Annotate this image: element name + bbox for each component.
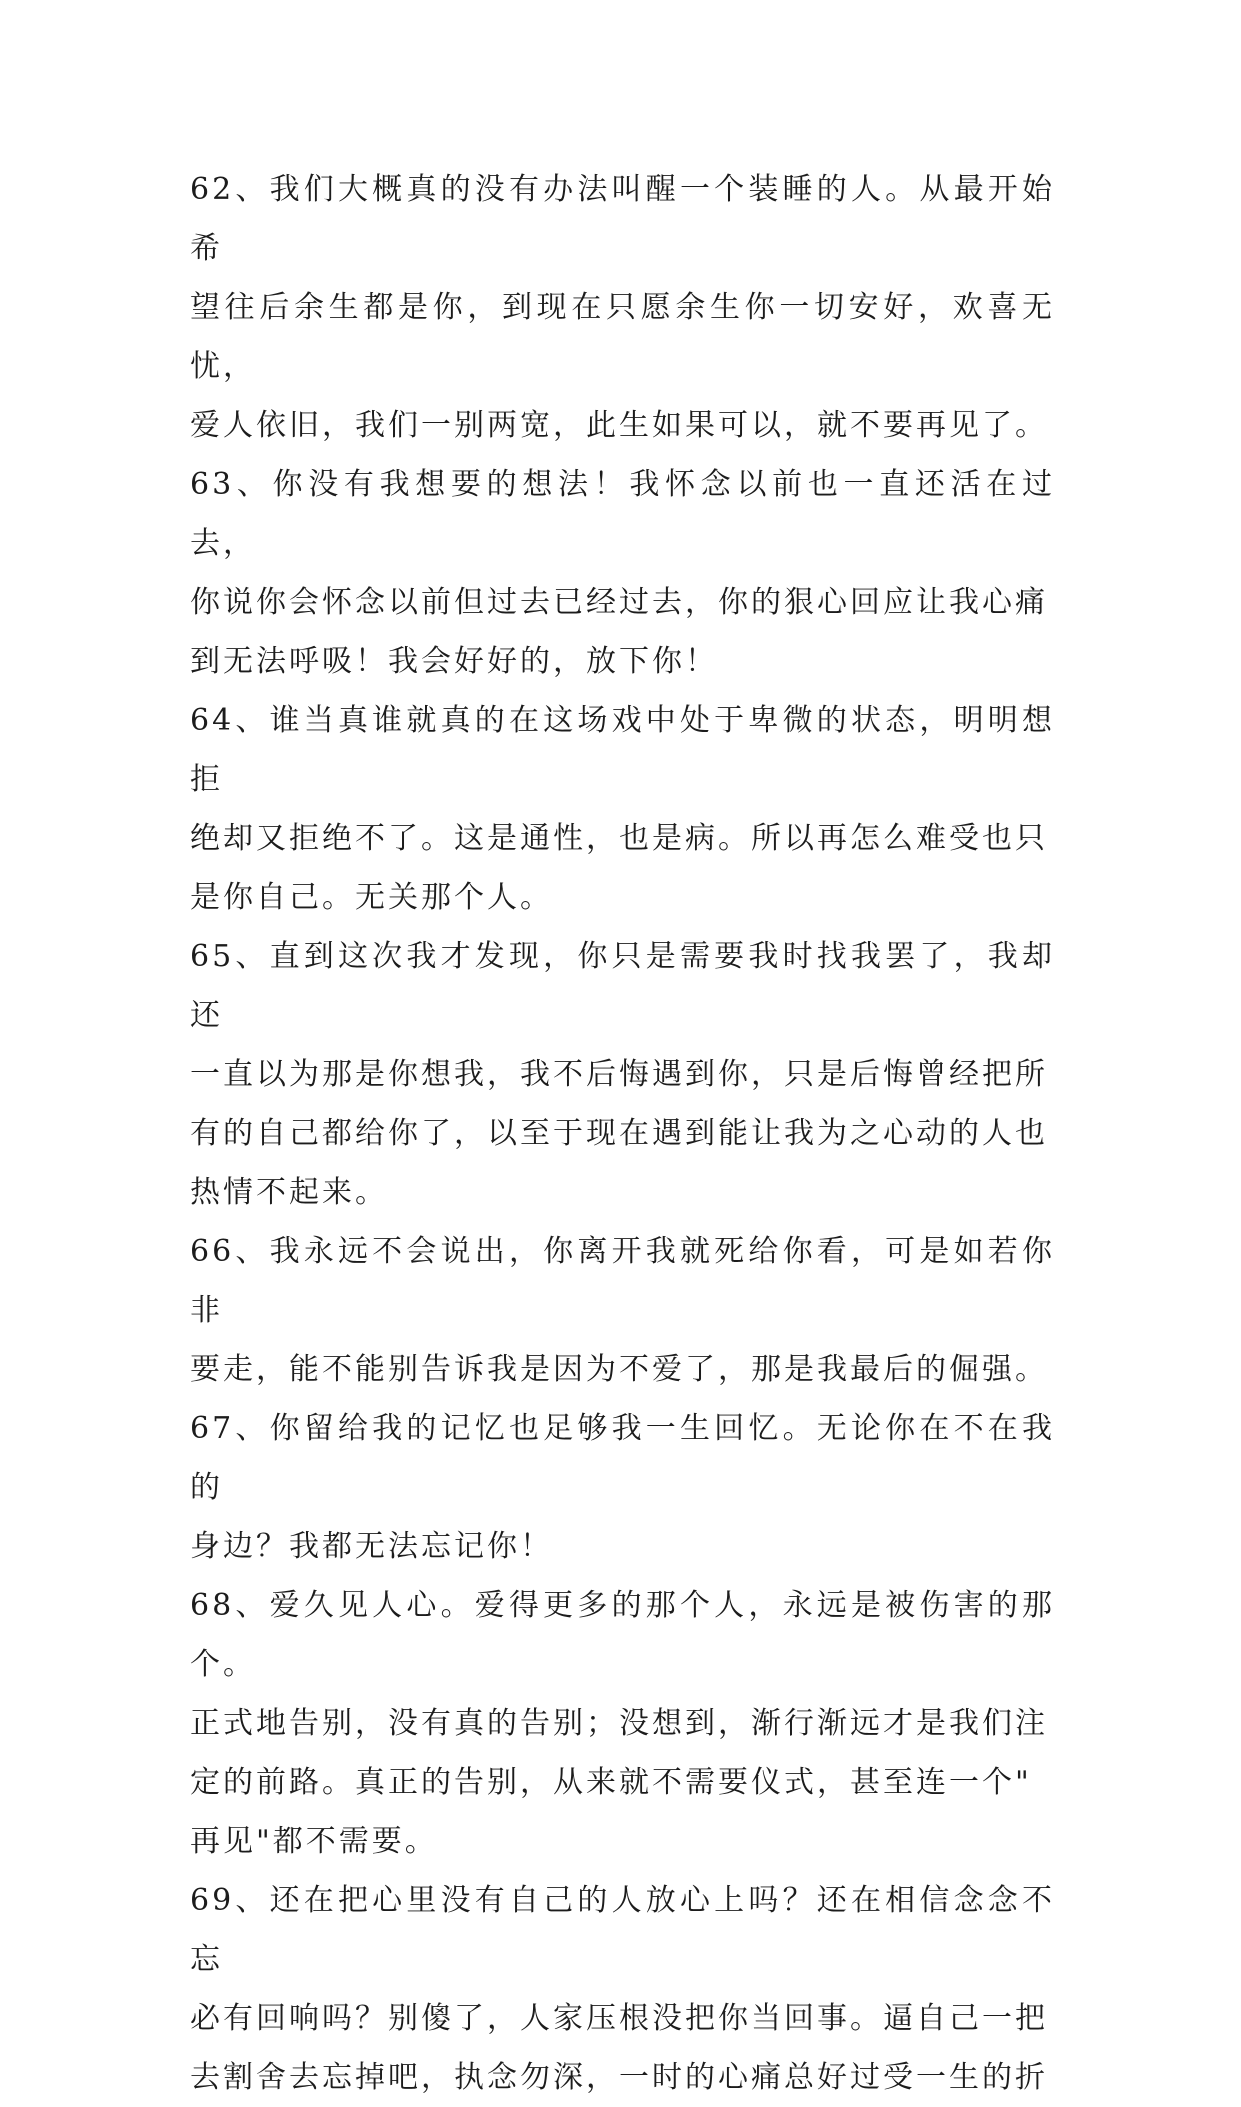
paragraph-65: 65、直到这次我才发现，你只是需要我时找我罢了，我却还 一直以为那是你想我，我不后悔遇到你，只是后悔曾经把所 有的自己都给你了，以至于现在遇到能让我为之心动的人也 热情不起来。 — [190, 939, 1055, 1210]
paragraph-68: 68、爱久见人心。爱得更多的那个人，永远是被伤害的那个。 正式地告别，没有真的告别；没想到，渐行渐远才是我们注 定的前路。真正的告别，从来就不需要仪式，甚至连一个" 再见"都不需要。 — [190, 1588, 1055, 1859]
paragraph-66: 66、我永远不会说出，你离开我就死给你看，可是如若你非 要走，能不能别告诉我是因为不爱了，那是我最后的倔强。 — [190, 1234, 1055, 1387]
paragraph-67: 67、你留给我的记忆也足够我一生回忆。无论你在不在我的 身边？我都无法忘记你！ — [190, 1411, 1055, 1564]
paragraph-69: 69、还在把心里没有自己的人放心上吗？还在相信念念不忘 必有回响吗？别傻了，人家压根没把你当回事。逼自己一把 去割舍去忘掉吧，执念勿深，一时的心痛总好过受一生的折 — [190, 1883, 1055, 2095]
document-body — [190, 160, 1055, 2107]
paragraph-64: 64、谁当真谁就真的在这场戏中处于卑微的状态，明明想拒 绝却又拒绝不了。这是通性，也是病。所以再怎么难受也只 是你自己。无关那个人。 — [190, 703, 1055, 915]
paragraph-63: 63、你没有我想要的想法！我怀念以前也一直还活在过去， 你说你会怀念以前但过去已经过去，你的狠心回应让我心痛 到无法呼吸！我会好好的，放下你！ — [190, 467, 1055, 679]
paragraph-62: 62、我们大概真的没有办法叫醒一个装睡的人。从最开始希 望往后余生都是你，到现在只愿余生你一切安好，欢喜无忧， 爱人依旧，我们一别两宽，此生如果可以，就不要再见了。 — [190, 172, 1055, 443]
